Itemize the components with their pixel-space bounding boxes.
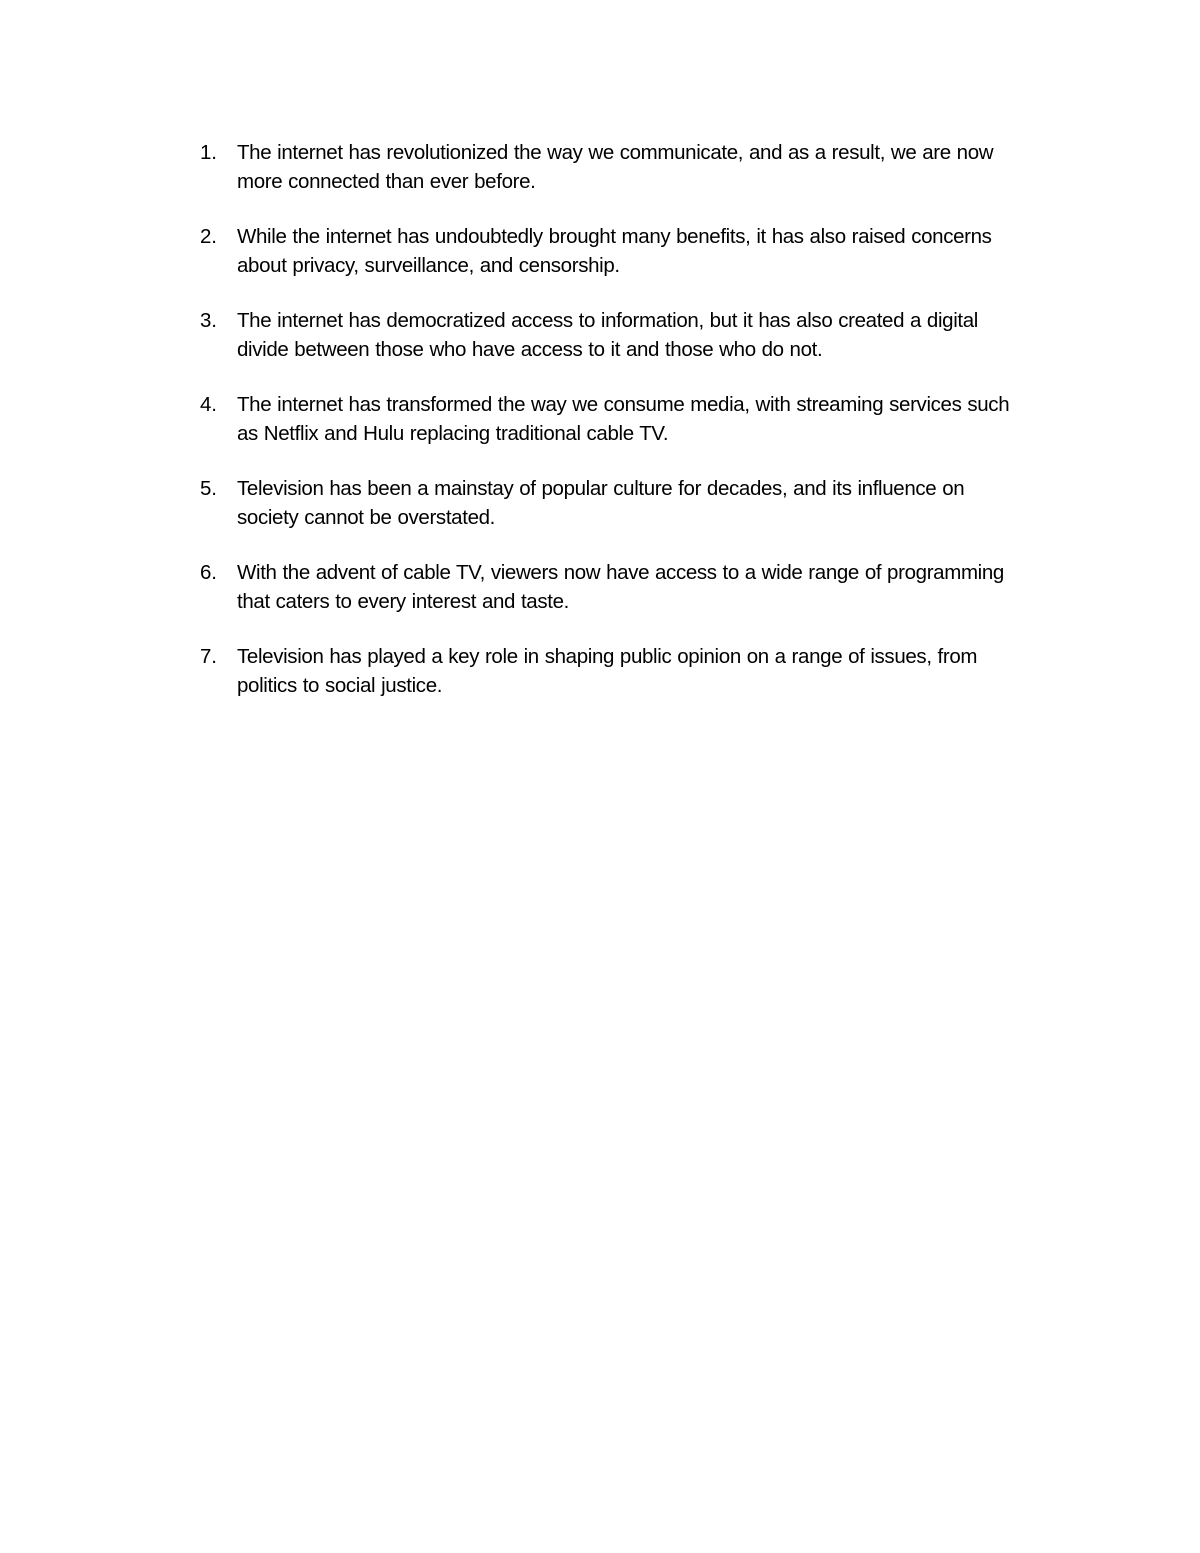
list-item-text: Television has played a key role in shaping public opinion on a range of issues, from politics to social justice. — [237, 645, 978, 697]
list-item — [200, 222, 1030, 280]
list-item-text: Television has been a mainstay of popular culture for decades, and its influence on society cannot be overstated. — [237, 477, 965, 529]
list-item-text: The internet has democratized access to information, but it has also created a digital divide between those who have access to it and those who do not. — [237, 309, 979, 361]
list-item — [200, 306, 1030, 364]
list-item-number: 4. — [200, 393, 217, 416]
list-item-number: 6. — [200, 561, 217, 584]
list-item-number: 7. — [200, 645, 217, 668]
list-item-number: 1. — [200, 141, 217, 164]
list-item-number: 2. — [200, 225, 217, 248]
list-item-number: 3. — [200, 309, 217, 332]
list-item — [200, 474, 1030, 532]
list-item — [200, 138, 1030, 196]
list-item-text: With the advent of cable TV, viewers now have access to a wide range of programming that caters to every interest and taste. — [237, 561, 1004, 613]
list-item-text: While the internet has undoubtedly brought many benefits, it has also raised concerns about privacy, surveillance, and censorship. — [237, 225, 992, 277]
list-item-text: The internet has transformed the way we consume media, with streaming services such as Netflix and Hulu replacing traditional cable TV. — [237, 393, 1010, 445]
list-item — [200, 558, 1030, 616]
list-item-text: The internet has revolutionized the way we communicate, and as a result, we are now more connected than ever before. — [237, 141, 994, 193]
list-item — [200, 642, 1030, 700]
list-item-number: 5. — [200, 477, 217, 500]
list-item — [200, 390, 1030, 448]
numbered-list — [200, 138, 1030, 726]
